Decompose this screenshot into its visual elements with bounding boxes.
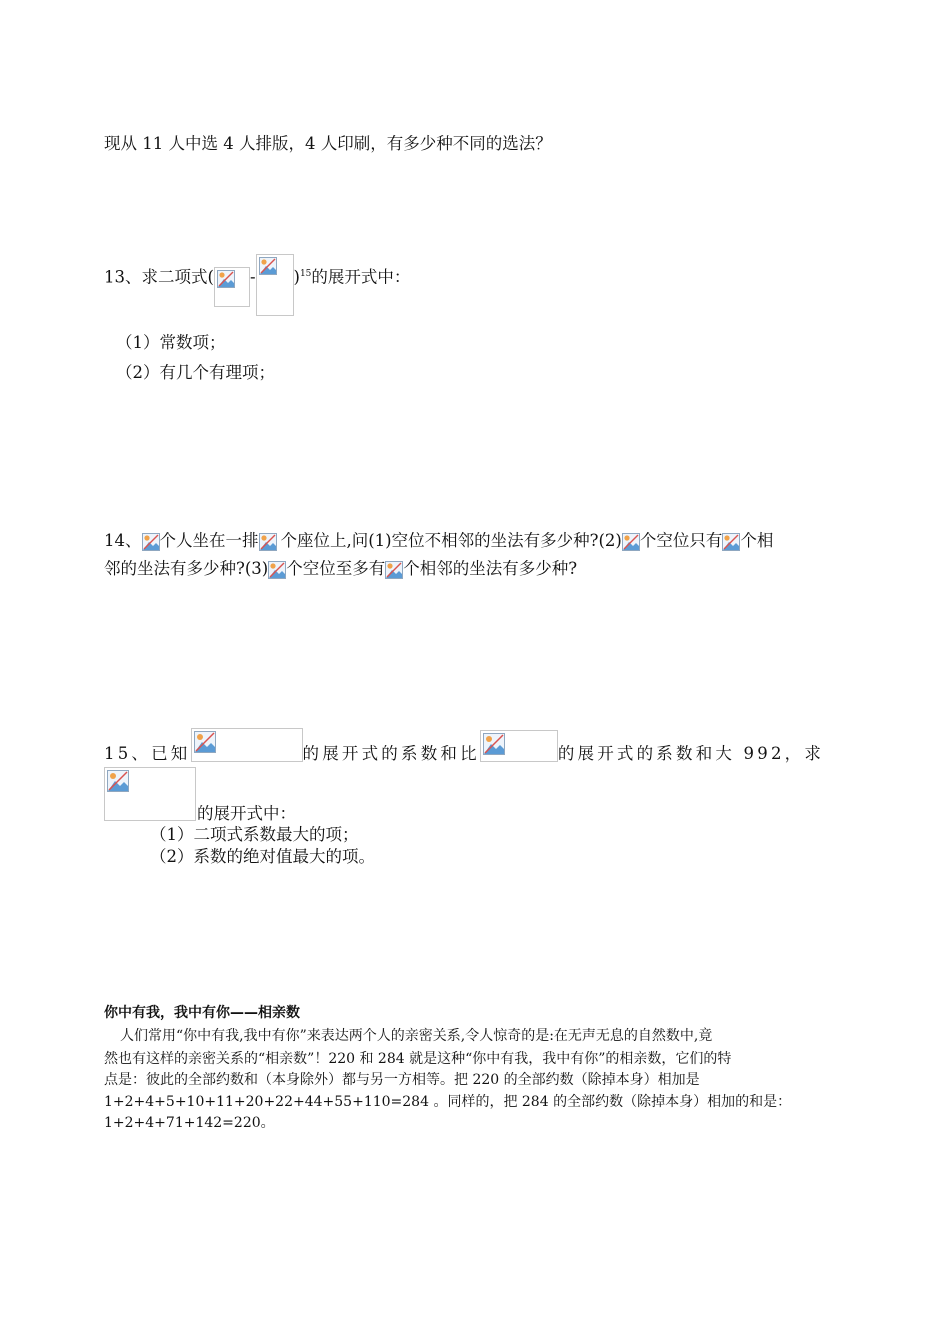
q13-formula-image-2 (256, 254, 294, 316)
q14-text: 个人坐在一排 (159, 531, 259, 550)
q14-text: 个相邻的坐法有多少种? (403, 559, 578, 578)
q14-line-1 (104, 529, 773, 553)
q15-formula-image-3 (104, 767, 196, 821)
q14-line-2 (104, 557, 577, 581)
q15-text-2: 的展开式中： (197, 804, 296, 823)
broken-image-icon (142, 533, 160, 551)
q15-item-1: （1）二项式系数最大的项； (150, 825, 359, 844)
reading-line-2: 然也有这样的亲密关系的“相亲数”！220 和 284 就是这种“你中有我，我中有你”的相亲数，它们的特 (104, 1051, 732, 1067)
q13-stem (104, 262, 410, 316)
reading-line-4: 1+2+4+5+10+11+20+22+44+55+110=284 。同样的，把 284 的全部约数（除掉本身）相加的和是： (104, 1094, 792, 1110)
broken-image-icon (259, 533, 281, 551)
q15-text: 15、已知 (104, 744, 191, 763)
reading-title: 你中有我，我中有你——相亲数 (104, 1005, 300, 1021)
q13-item-2: （2）有几个有理项； (116, 363, 275, 382)
q15-formula-image-1 (191, 728, 303, 762)
q15-text: 的展开式的系数和大 992，求 (557, 744, 825, 763)
broken-image-icon (268, 561, 286, 579)
q14-number: 14、 (104, 531, 142, 550)
q15-line-1 (104, 742, 824, 766)
q13-minus: - (249, 267, 256, 287)
broken-image-icon (622, 533, 640, 551)
broken-image-icon (107, 770, 129, 792)
broken-image-icon (194, 731, 216, 753)
q12-text: 现从 11 人中选 4 人排版，4 人印刷，有多少种不同的选法？ (104, 134, 552, 153)
q14-text: 个座位上,问(1)空位不相邻的坐法有多少种?(2) (280, 531, 622, 550)
q13-item-1: （1）常数项； (116, 333, 226, 352)
broken-image-icon (483, 733, 505, 755)
broken-image-icon (385, 561, 403, 579)
broken-image-icon (259, 257, 277, 275)
q15-text: 的展开式的系数和比 (302, 744, 480, 763)
q13-close: ) (293, 267, 300, 287)
q13-prefix: 13、求二项式( (104, 267, 214, 287)
q14-text: 个空位只有 (639, 531, 723, 550)
broken-image-icon (722, 533, 740, 551)
q14-text: 邻的坐法有多少种?(3) (104, 559, 269, 578)
q15-formula-image-2 (480, 730, 558, 762)
q13-formula-image-1 (214, 267, 250, 307)
q14-text: 个空位至多有 (286, 559, 386, 578)
q15-item-2: （2）系数的绝对值最大的项。 (150, 847, 375, 866)
broken-image-icon (217, 270, 235, 288)
reading-line-5: 1+2+4+71+142=220。 (104, 1115, 275, 1131)
q13-suffix: 的展开式中： (311, 267, 411, 287)
reading-line-3: 点是：彼此的全部约数和（本身除外）都与另一方相等。把 220 的全部约数（除掉本身）相加是 (104, 1072, 700, 1088)
reading-line-1: 人们常用“你中有我,我中有你”来表达两个人的亲密关系,令人惊奇的是:在无声无息的自然数中,竟 (120, 1028, 713, 1044)
q14-text: 个相 (740, 531, 774, 550)
q13-exponent: 15 (299, 269, 312, 279)
